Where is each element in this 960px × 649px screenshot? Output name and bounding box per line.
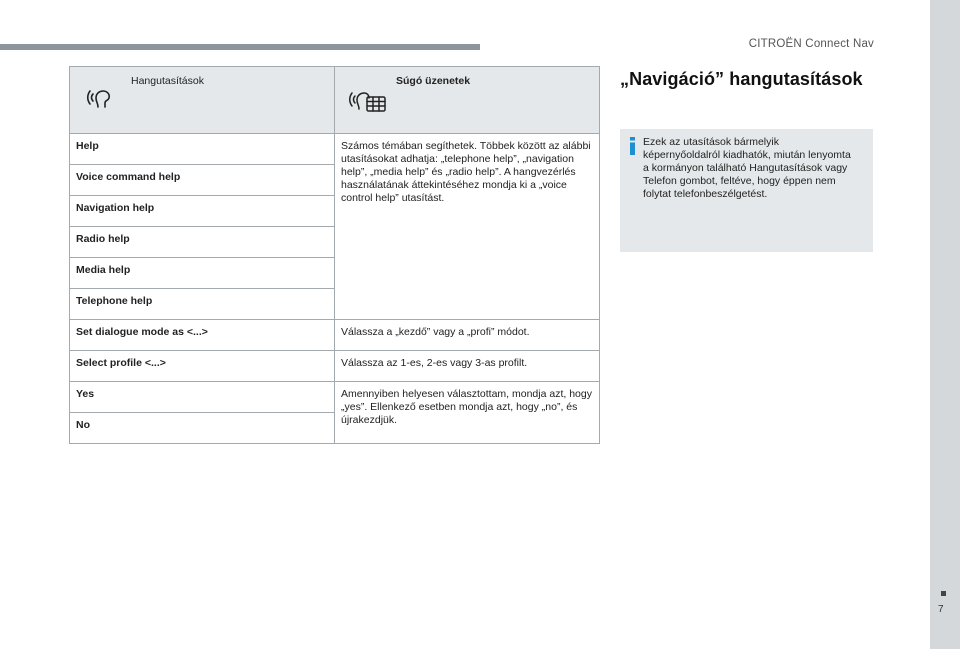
command-no: No — [70, 413, 335, 444]
response-confirm-group: Amennyiben helyesen választottam, mondja azt, hogy „yes”. Ellenkező esetben mondja azt, hogy „no”, és újrakezdjük. — [335, 382, 600, 444]
command-navigation-help: Navigation help — [70, 196, 335, 227]
command-voice-command-help: Voice command help — [70, 165, 335, 196]
info-text: Ezek az utasítások bármelyik képernyőoldalról kiadhatók, miután lenyomta a kormányon található Hangutasítások vagy Telefon gombot, feltéve, hogy éppen nem folytat telefonbeszélgetést. — [643, 136, 851, 200]
header-rule — [0, 44, 480, 50]
command-set-dialogue-mode: Set dialogue mode as <...> — [70, 320, 335, 351]
command-telephone-help: Telephone help — [70, 289, 335, 320]
table-header-row — [70, 67, 600, 134]
info-box — [620, 129, 873, 252]
voice-command-icon — [84, 81, 114, 111]
info-icon — [629, 137, 637, 155]
header-cell-help-messages — [335, 67, 600, 134]
command-select-profile: Select profile <...> — [70, 351, 335, 382]
page-marker — [941, 591, 946, 596]
voice-command-table — [69, 66, 600, 444]
command-radio-help: Radio help — [70, 227, 335, 258]
response-select-profile: Válassza az 1-es, 2-es vagy 3-as profilt. — [335, 351, 600, 382]
command-media-help: Media help — [70, 258, 335, 289]
header-cell-commands — [70, 67, 335, 134]
command-yes: Yes — [70, 382, 335, 413]
table-row — [70, 382, 600, 413]
table-row — [70, 320, 600, 351]
page-number: 7 — [938, 604, 944, 615]
table-row — [70, 351, 600, 382]
header-help-messages-label: Súgó üzenetek — [396, 75, 471, 87]
section-title: „Navigáció” hangutasítások — [620, 69, 863, 89]
page-sidebar — [930, 0, 960, 649]
voice-keypad-icon — [349, 81, 389, 113]
response-set-dialogue-mode: Válassza a „kezdő” vagy a „profi” módot. — [335, 320, 600, 351]
table-row — [70, 134, 600, 165]
response-help-group: Számos témában segíthetek. Többek között az alábbi utasításokat adhatja: „telephone help”, „navigation help”, „media help” és „radio help”. A hangvezérlés használatának áttekintéséhez mondja ki a „voice control help” utasítást. — [335, 134, 600, 320]
header-commands-label: Hangutasítások — [131, 75, 204, 87]
command-help: Help — [70, 134, 335, 165]
brand-name: CITROËN Connect Nav — [748, 38, 874, 50]
